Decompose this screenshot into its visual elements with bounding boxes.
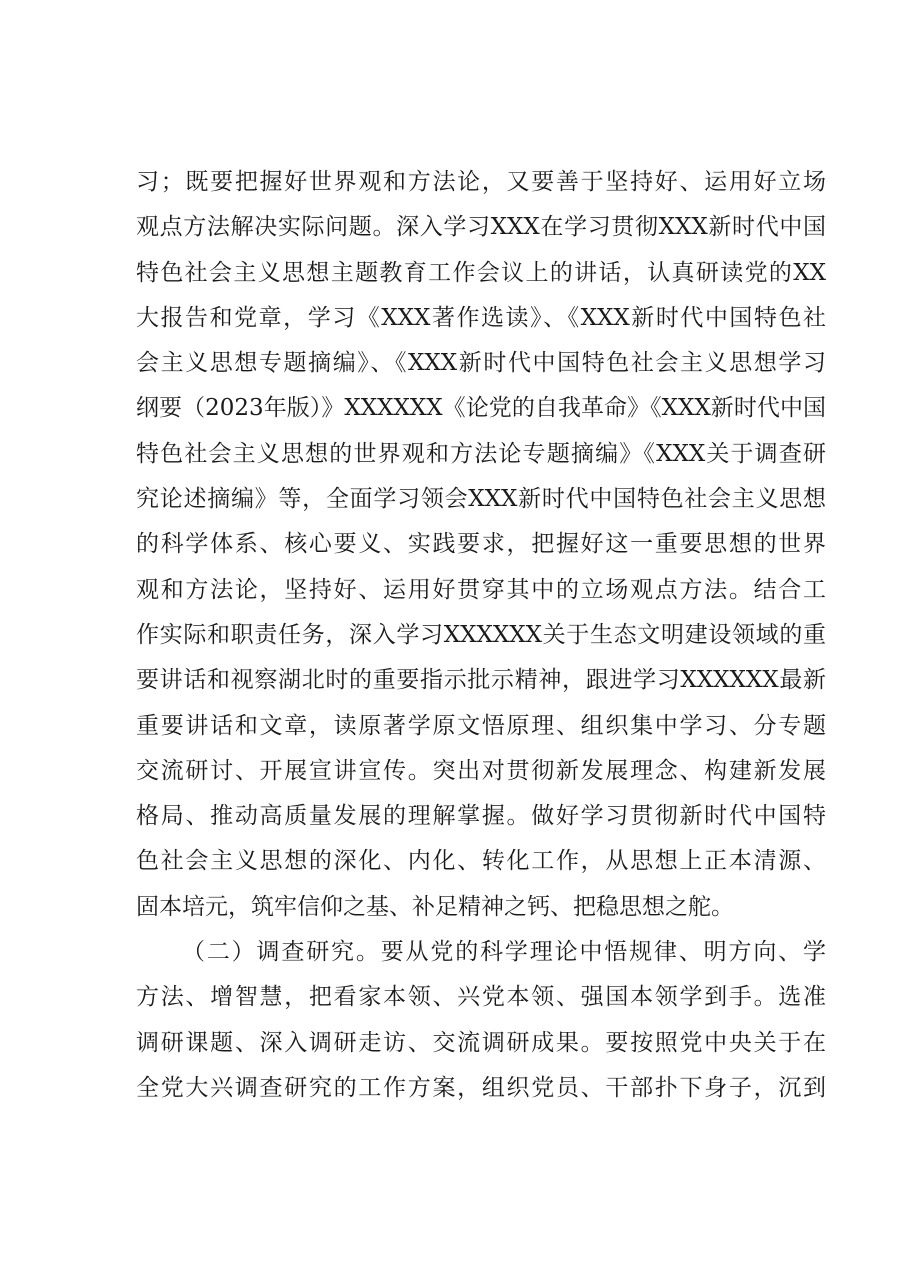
text-line: 格局、推动高质量发展的理解掌握。做好学习贯彻新时代中国特 [136,803,826,830]
text-line: 要讲话和视察湖北时的重要指示批示精神，跟进学习XXXXXX最新 [136,667,826,694]
text-line: 色社会主义思想的深化、内化、转化工作，从思想上正本清源、 [136,848,826,875]
text-line: 特色社会主义思想的世界观和方法论专题摘编》《XXX关于调查研 [136,440,826,467]
text-line: 方法、增智慧，把看家本领、兴党本领、强国本领学到手。选准 [136,984,826,1011]
text-line: 交流研讨、开展宣讲宣传。突出对贯彻新发展理念、构建新发展 [136,757,826,784]
text-line: 全党大兴调查研究的工作方案，组织党员、干部扑下身子，沉到 [136,1074,826,1101]
body-text [136,160,826,1111]
text-line: 大报告和党章，学习《XXX著作选读》、《XXX新时代中国特色社 [136,304,826,331]
text-line: 观点方法解决实际问题。深入学习XXX在学习贯彻XXX新时代中国 [136,214,826,241]
text-line: 特色社会主义思想主题教育工作会议上的讲话，认真研读党的XX [136,259,826,286]
text-line: 作实际和职责任务，深入学习XXXXXX关于生态文明建设领域的重 [136,621,826,648]
text-line: 究论述摘编》等，全面学习领会XXX新时代中国特色社会主义思想 [136,486,826,513]
text-line: 会主义思想专题摘编》、《XXX新时代中国特色社会主义思想学习 [136,350,826,377]
paragraph-end-line: 固本培元，筑牢信仰之基、补足精神之钙、把稳思想之舵。 [136,893,734,920]
text-line: 习；既要把握好世界观和方法论，又要善于坚持好、运用好立场 [136,169,826,195]
section-heading-line: （二）调查研究。要从党的科学理论中悟规律、明方向、学 [182,939,826,966]
text-line: 重要讲话和文章，读原著学原文悟原理、组织集中学习、分专题 [136,712,826,739]
text-line: 调研课题、深入调研走访、交流调研成果。要按照党中央关于在 [136,1029,826,1056]
text-line: 的科学体系、核心要义、实践要求，把握好这一重要思想的世界 [136,531,826,558]
text-line: 观和方法论，坚持好、运用好贯穿其中的立场观点方法。结合工 [136,576,826,603]
text-line: 纲要（2023年版）》XXXXXX《论党的自我革命》《XXX新时代中国 [136,395,826,422]
